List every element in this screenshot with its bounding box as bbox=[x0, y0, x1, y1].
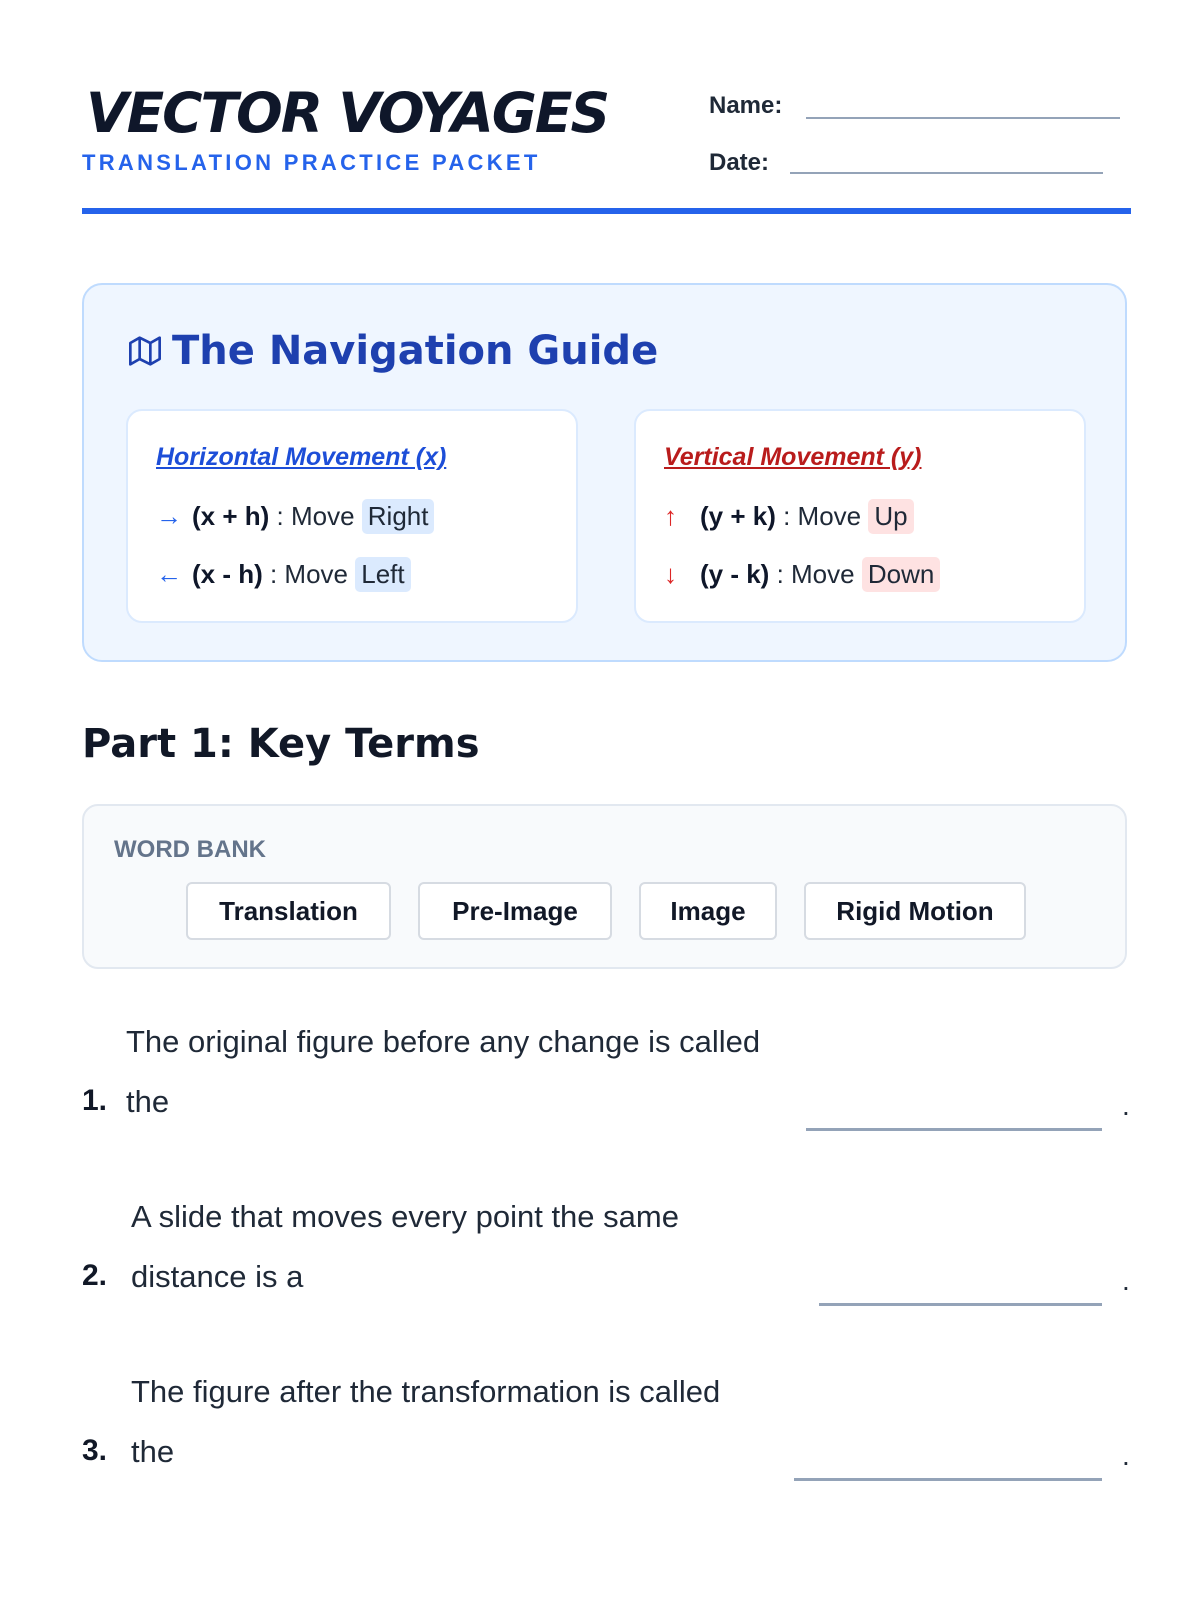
date-line[interactable] bbox=[790, 172, 1103, 174]
question-number: 3. bbox=[82, 1434, 108, 1467]
rule-separator: : Move bbox=[262, 559, 356, 589]
direction-tag: Down bbox=[862, 557, 940, 592]
name-field bbox=[709, 92, 782, 120]
word-bank bbox=[82, 804, 1127, 969]
vertical-movement-card bbox=[634, 409, 1086, 623]
rule-separator: : Move bbox=[269, 501, 362, 531]
rule-move-up bbox=[664, 499, 914, 534]
direction-tag: Left bbox=[355, 557, 410, 592]
question-text: The figure after the transformation is called the bbox=[131, 1374, 721, 1469]
direction-tag: Up bbox=[868, 499, 913, 534]
horizontal-heading: Horizontal Movement (x) bbox=[156, 443, 447, 471]
date-field bbox=[709, 149, 769, 177]
rule-expression: (x - h) bbox=[192, 559, 263, 589]
worksheet-subtitle: TRANSLATION PRACTICE PACKET bbox=[82, 150, 541, 175]
question-text: A slide that moves every point the same distance is a bbox=[131, 1199, 679, 1294]
question-period: . bbox=[1122, 1090, 1130, 1121]
map-icon bbox=[128, 335, 162, 367]
rule-move-left bbox=[156, 557, 411, 592]
navigation-guide bbox=[82, 283, 1127, 662]
question-period: . bbox=[1122, 1265, 1130, 1296]
question-number: 2. bbox=[82, 1259, 108, 1292]
rule-move-right bbox=[156, 499, 434, 534]
word-bank-term: Image bbox=[639, 882, 777, 940]
word-bank-term: Translation bbox=[186, 882, 391, 940]
rule-separator: : Move bbox=[775, 501, 869, 531]
direction-tag: Right bbox=[362, 499, 435, 534]
part-1-title: Part 1: Key Terms bbox=[82, 721, 480, 767]
answer-blank[interactable] bbox=[794, 1478, 1102, 1481]
worksheet-header bbox=[82, 80, 1131, 216]
question-text: The original figure before any change is called the bbox=[126, 1024, 761, 1119]
answer-blank[interactable] bbox=[806, 1128, 1102, 1131]
name-line[interactable] bbox=[806, 117, 1120, 119]
question-1 bbox=[82, 1000, 1131, 1130]
header-divider bbox=[82, 208, 1131, 214]
rule-expression: (y - k) bbox=[700, 559, 770, 589]
rule-expression: (y + k) bbox=[700, 501, 776, 531]
arrow-left-icon: ← bbox=[156, 559, 182, 589]
guide-title-text: The Navigation Guide bbox=[172, 328, 659, 374]
vertical-heading: Vertical Movement (y) bbox=[664, 443, 922, 471]
worksheet-page bbox=[82, 0, 1131, 1600]
date-label: Date: bbox=[709, 149, 770, 176]
worksheet-title: VECTOR VOYAGES bbox=[86, 81, 609, 145]
rule-move-down bbox=[664, 557, 940, 592]
arrow-up-icon: ↑ bbox=[664, 501, 677, 531]
word-bank-label: WORD BANK bbox=[114, 836, 266, 863]
rule-expression: (x + h) bbox=[192, 501, 270, 531]
word-bank-term: Pre-Image bbox=[418, 882, 612, 940]
question-2 bbox=[82, 1175, 1131, 1305]
rule-separator: : Move bbox=[769, 559, 862, 589]
word-bank-term: Rigid Motion bbox=[804, 882, 1026, 940]
question-3 bbox=[82, 1350, 1131, 1480]
question-period: . bbox=[1122, 1440, 1130, 1471]
name-label: Name: bbox=[709, 92, 783, 119]
guide-title bbox=[128, 328, 659, 374]
horizontal-movement-card bbox=[126, 409, 578, 623]
question-number: 1. bbox=[82, 1084, 108, 1117]
arrow-right-icon: → bbox=[156, 501, 182, 531]
arrow-down-icon: ↓ bbox=[664, 559, 677, 589]
answer-blank[interactable] bbox=[819, 1303, 1102, 1306]
